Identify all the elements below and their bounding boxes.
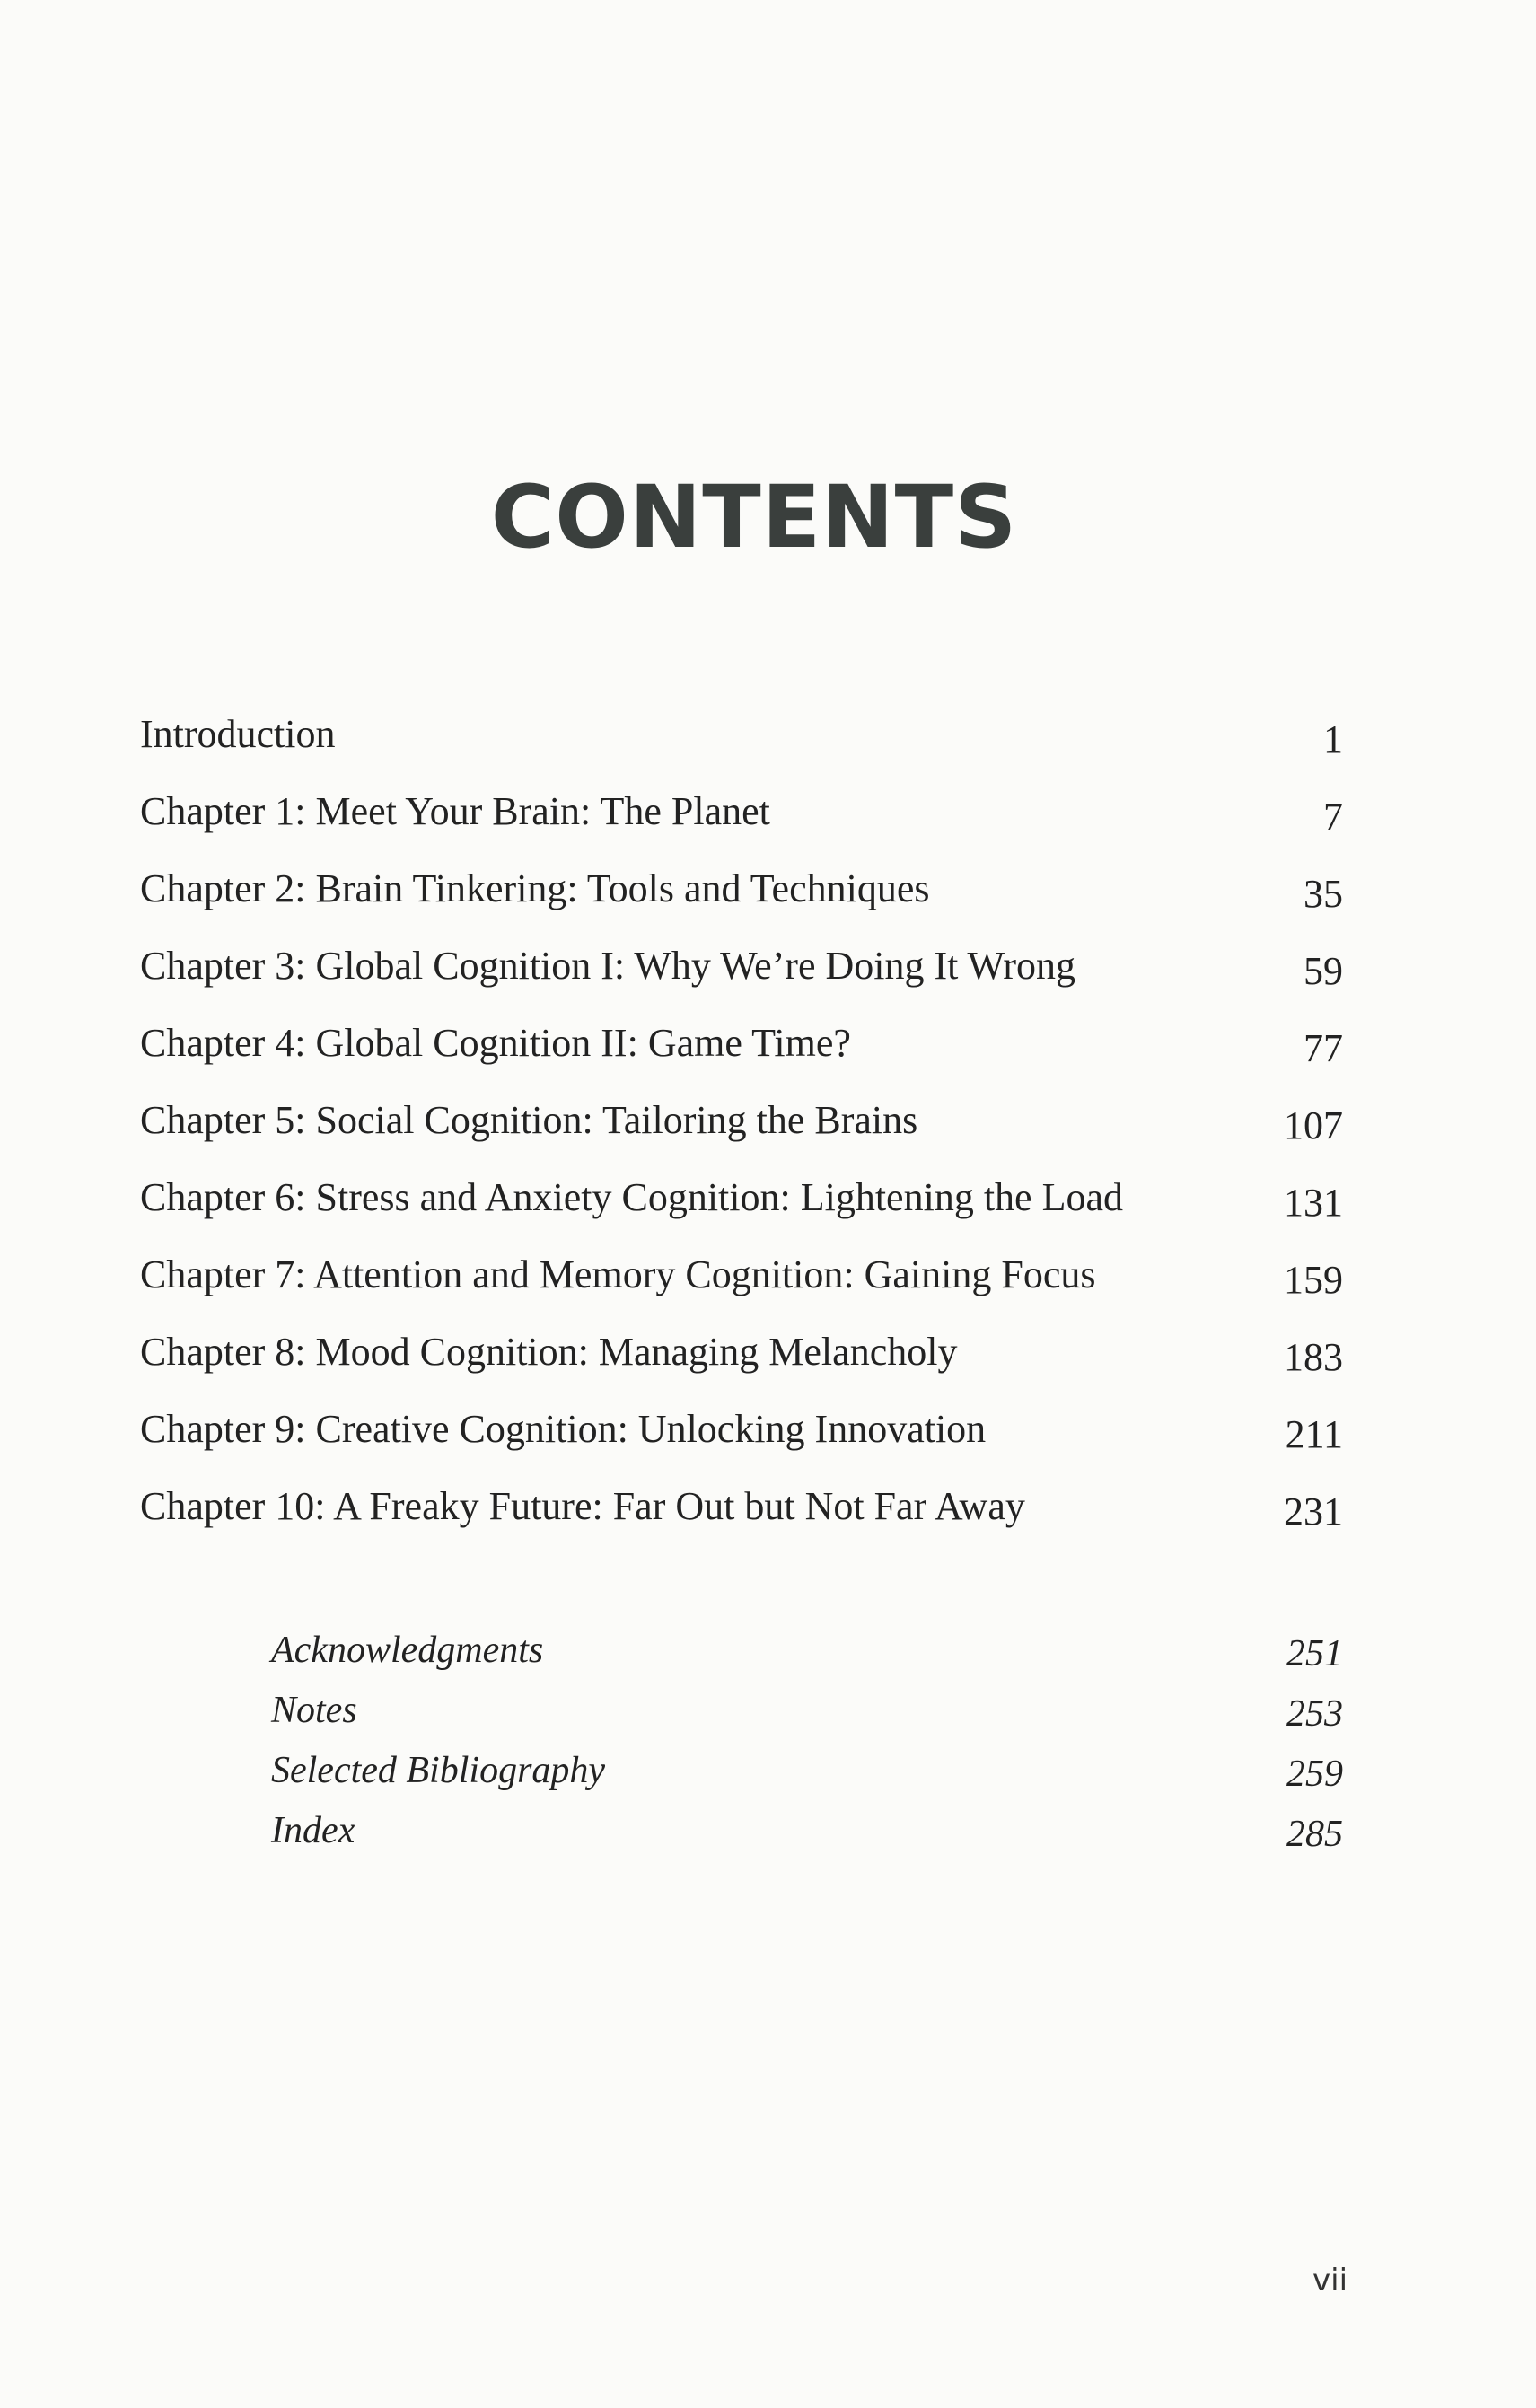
toc-entry-title: Introduction — [140, 712, 336, 756]
toc-entry-page: 159 — [1284, 1258, 1343, 1302]
back-matter-page: 251 — [1286, 1633, 1343, 1674]
toc-entry-title: Chapter 2: Brain Tinkering: Tools and Techniques — [140, 866, 930, 910]
toc-entry-page: 107 — [1284, 1103, 1343, 1147]
back-matter-page: 259 — [1286, 1753, 1343, 1795]
page-number: vii — [1312, 2263, 1348, 2298]
toc-entry-title: Chapter 1: Meet Your Brain: The Planet — [140, 789, 770, 833]
toc-entry-page: 1 — [1323, 717, 1343, 761]
back-matter-title: Acknowledgments — [271, 1630, 544, 1671]
toc-entry-title: Chapter 3: Global Cognition I: Why We’re Doing It Wrong — [140, 944, 1075, 988]
back-matter-entry — [271, 1625, 1343, 1685]
toc-entry-title: Chapter 4: Global Cognition II: Game Time? — [140, 1021, 851, 1065]
toc-entry-page: 211 — [1285, 1412, 1343, 1456]
back-matter-title: Index — [271, 1810, 355, 1851]
toc-entry-page: 77 — [1303, 1026, 1343, 1070]
back-matter-page: 285 — [1286, 1814, 1343, 1855]
back-matter-entry — [271, 1806, 1343, 1866]
toc-entry — [140, 707, 1343, 785]
toc-entry-page: 59 — [1303, 949, 1343, 993]
toc-entry-page: 231 — [1284, 1490, 1343, 1534]
toc-entry — [140, 1402, 1343, 1480]
toc-entry — [140, 785, 1343, 862]
toc-entry-page: 183 — [1284, 1335, 1343, 1379]
back-matter-title: Notes — [271, 1690, 357, 1731]
toc-entry-title: Chapter 7: Attention and Memory Cognition: Gaining Focus — [140, 1252, 1096, 1296]
toc-entry — [140, 1480, 1343, 1557]
toc-entry — [140, 1016, 1343, 1094]
toc-entry-title: Chapter 6: Stress and Anxiety Cognition: Lightening the Load — [140, 1175, 1123, 1219]
back-matter-entry — [271, 1685, 1343, 1745]
toc-entry — [140, 1171, 1343, 1248]
toc-entry — [140, 1094, 1343, 1171]
toc-entry-title: Chapter 5: Social Cognition: Tailoring the Brains — [140, 1098, 918, 1142]
toc-entry-page: 131 — [1284, 1181, 1343, 1225]
toc-entry-page: 35 — [1303, 872, 1343, 916]
toc-entry-title: Chapter 9: Creative Cognition: Unlocking Innovation — [140, 1407, 987, 1451]
toc-entry-title: Chapter 8: Mood Cognition: Managing Melancholy — [140, 1330, 958, 1374]
toc-entry — [140, 1325, 1343, 1402]
toc-entry — [140, 939, 1343, 1016]
toc-entry — [140, 862, 1343, 939]
toc-entry — [140, 1248, 1343, 1325]
toc-entry-page: 7 — [1323, 795, 1343, 839]
back-matter-title: Selected Bibliography — [271, 1750, 606, 1791]
chapter-list — [140, 707, 1343, 1557]
back-matter-list — [271, 1625, 1343, 1866]
toc-entry-title: Chapter 10: A Freaky Future: Far Out but Not Far Away — [140, 1484, 1025, 1528]
page-title: CONTENTS — [490, 467, 1018, 567]
back-matter-entry — [271, 1745, 1343, 1806]
back-matter-page: 253 — [1286, 1693, 1343, 1735]
